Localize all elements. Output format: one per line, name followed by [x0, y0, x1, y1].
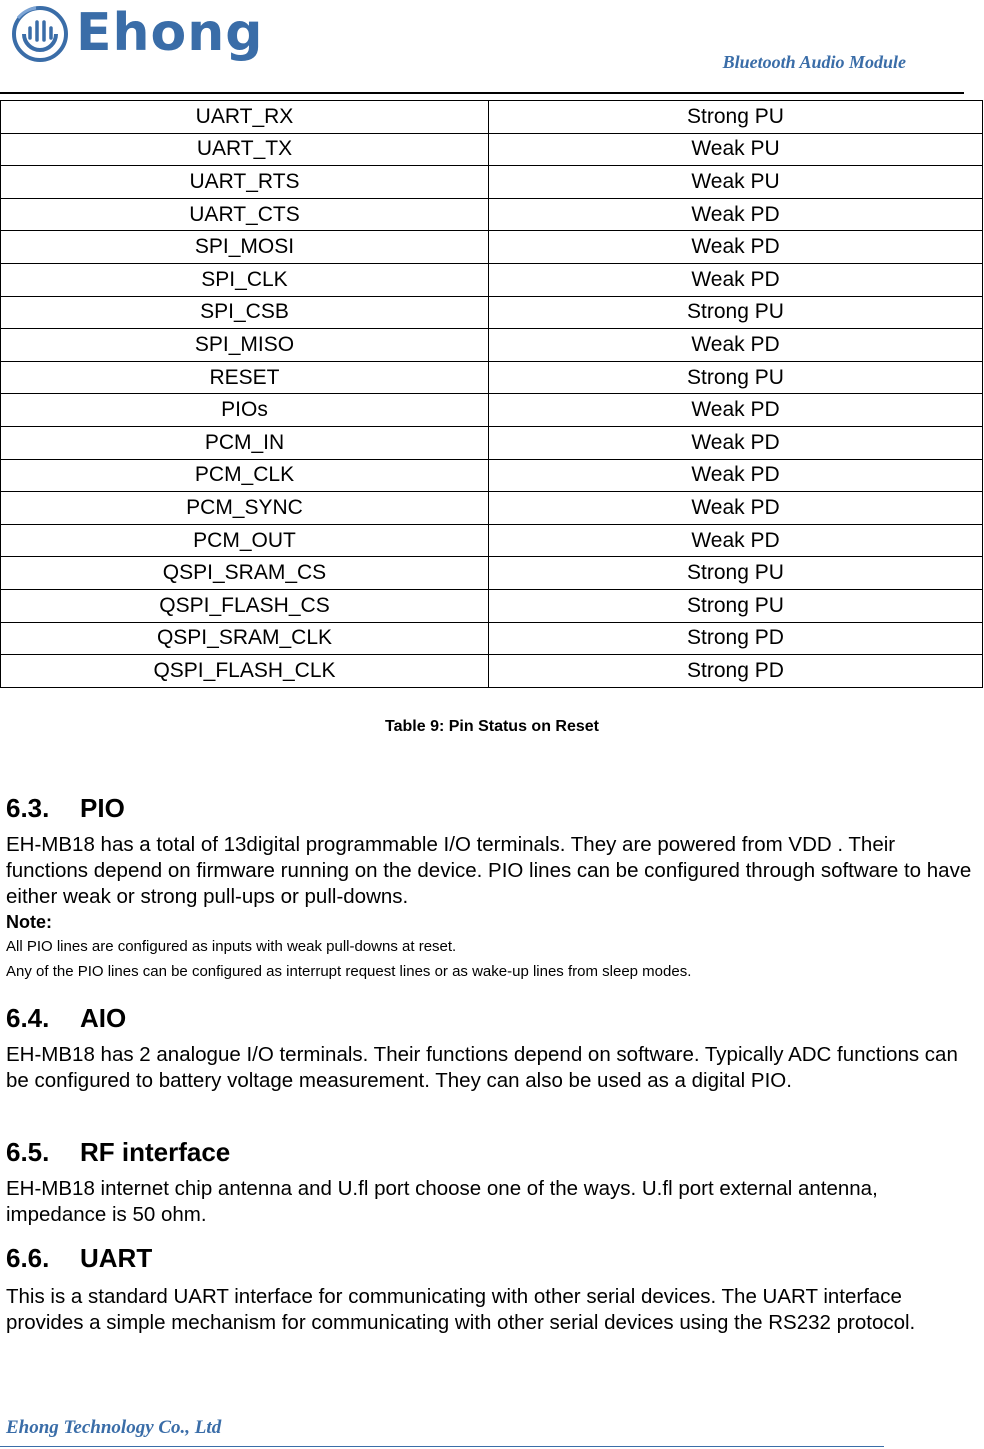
section-title: UART — [80, 1243, 153, 1273]
section-heading-aio — [6, 1003, 126, 1034]
pin-status-cell: Strong PU — [489, 361, 983, 394]
rf-paragraph: EH-MB18 internet chip antenna and U.fl port choose one of the ways. U.fl port external antenna, impedance is 50 ohm. — [6, 1177, 878, 1226]
pin-status-cell: Weak PU — [489, 166, 983, 199]
pin-status-table — [0, 100, 983, 688]
pin-name-cell: PCM_IN — [1, 426, 489, 459]
pin-name-cell: RESET — [1, 361, 489, 394]
table-row — [1, 166, 983, 199]
table-row — [1, 296, 983, 329]
table-row — [1, 622, 983, 655]
note-line-1: All PIO lines are configured as inputs with weak pull-downs at reset. — [6, 938, 457, 955]
pin-status-cell: Strong PU — [489, 557, 983, 590]
table-row — [1, 524, 983, 557]
table-row — [1, 589, 983, 622]
table-row — [1, 329, 983, 362]
pin-status-cell: Weak PD — [489, 394, 983, 427]
pin-status-cell: Strong PU — [489, 296, 983, 329]
pin-status-cell: Weak PU — [489, 133, 983, 166]
company-logo — [10, 2, 264, 64]
pin-name-cell: QSPI_FLASH_CS — [1, 589, 489, 622]
pin-status-cell: Strong PU — [489, 589, 983, 622]
pin-status-cell: Strong PD — [489, 655, 983, 688]
pin-status-cell: Strong PD — [489, 622, 983, 655]
table-caption: Table 9: Pin Status on Reset — [385, 718, 599, 735]
table-row — [1, 492, 983, 525]
pin-name-cell: UART_CTS — [1, 198, 489, 231]
pin-name-cell: QSPI_FLASH_CLK — [1, 655, 489, 688]
pin-status-cell: Weak PD — [489, 426, 983, 459]
pin-status-cell: Weak PD — [489, 492, 983, 525]
table-row — [1, 263, 983, 296]
header-subtitle: Bluetooth Audio Module — [722, 52, 906, 72]
pio-paragraph: EH-MB18 has a total of 13digital programmable I/O terminals. They are powered from VDD . Their functions depend on firmware running on the device. PIO lines can be configured through software to have either weak or strong pull-ups or pull-downs. — [6, 833, 972, 908]
note-line-2: Any of the PIO lines can be configured as interrupt request lines or as wake-up lines from sleep modes. — [6, 963, 692, 980]
pin-status-cell: Strong PU — [489, 101, 983, 134]
section-number: 6.3. — [6, 793, 50, 823]
header-divider — [0, 92, 964, 94]
pin-status-cell: Weak PD — [489, 263, 983, 296]
section-title: PIO — [80, 793, 125, 823]
pin-name-cell: PCM_CLK — [1, 459, 489, 492]
footer-divider — [0, 1446, 884, 1447]
table-row — [1, 426, 983, 459]
table-row — [1, 394, 983, 427]
pin-name-cell: SPI_MISO — [1, 329, 489, 362]
pin-status-cell: Weak PD — [489, 231, 983, 264]
ehong-emblem-icon — [10, 4, 72, 62]
footer-company: Ehong Technology Co., Ltd — [6, 1417, 222, 1438]
section-title: RF interface — [80, 1137, 231, 1167]
pin-status-cell: Weak PD — [489, 459, 983, 492]
pin-name-cell: PIOs — [1, 394, 489, 427]
pin-name-cell: UART_RTS — [1, 166, 489, 199]
table-row — [1, 655, 983, 688]
uart-paragraph: This is a standard UART interface for communicating with other serial devices. The UART interface provides a simple mechanism for communicating with other serial devices using the RS232 protocol. — [6, 1285, 916, 1334]
table-row — [1, 361, 983, 394]
pin-name-cell: SPI_MOSI — [1, 231, 489, 264]
section-heading-uart — [6, 1243, 152, 1274]
section-number: 6.4. — [6, 1003, 50, 1033]
section-number: 6.6. — [6, 1243, 50, 1273]
table-row — [1, 231, 983, 264]
pin-name-cell: UART_TX — [1, 133, 489, 166]
section-number: 6.5. — [6, 1137, 50, 1167]
pin-name-cell: SPI_CSB — [1, 296, 489, 329]
table-row — [1, 198, 983, 231]
section-heading-rf — [6, 1137, 230, 1168]
pin-name-cell: QSPI_SRAM_CS — [1, 557, 489, 590]
aio-paragraph: EH-MB18 has 2 analogue I/O terminals. Their functions depend on software. Typically ADC functions can be configured to battery voltage measurement. They can also be used as a digital PIO. — [6, 1043, 958, 1092]
pin-name-cell: PCM_SYNC — [1, 492, 489, 525]
note-label: Note: — [6, 912, 52, 932]
pin-status-cell: Weak PD — [489, 329, 983, 362]
pin-status-cell: Weak PD — [489, 198, 983, 231]
pin-name-cell: UART_RX — [1, 101, 489, 134]
table-row — [1, 557, 983, 590]
pin-name-cell: QSPI_SRAM_CLK — [1, 622, 489, 655]
pin-status-cell: Weak PD — [489, 524, 983, 557]
table-row — [1, 101, 983, 134]
table-row — [1, 459, 983, 492]
section-title: AIO — [80, 1003, 127, 1033]
section-heading-pio — [6, 793, 125, 824]
logo-wordmark: Ehong — [76, 3, 264, 63]
pin-name-cell: PCM_OUT — [1, 524, 489, 557]
pin-name-cell: SPI_CLK — [1, 263, 489, 296]
table-row — [1, 133, 983, 166]
